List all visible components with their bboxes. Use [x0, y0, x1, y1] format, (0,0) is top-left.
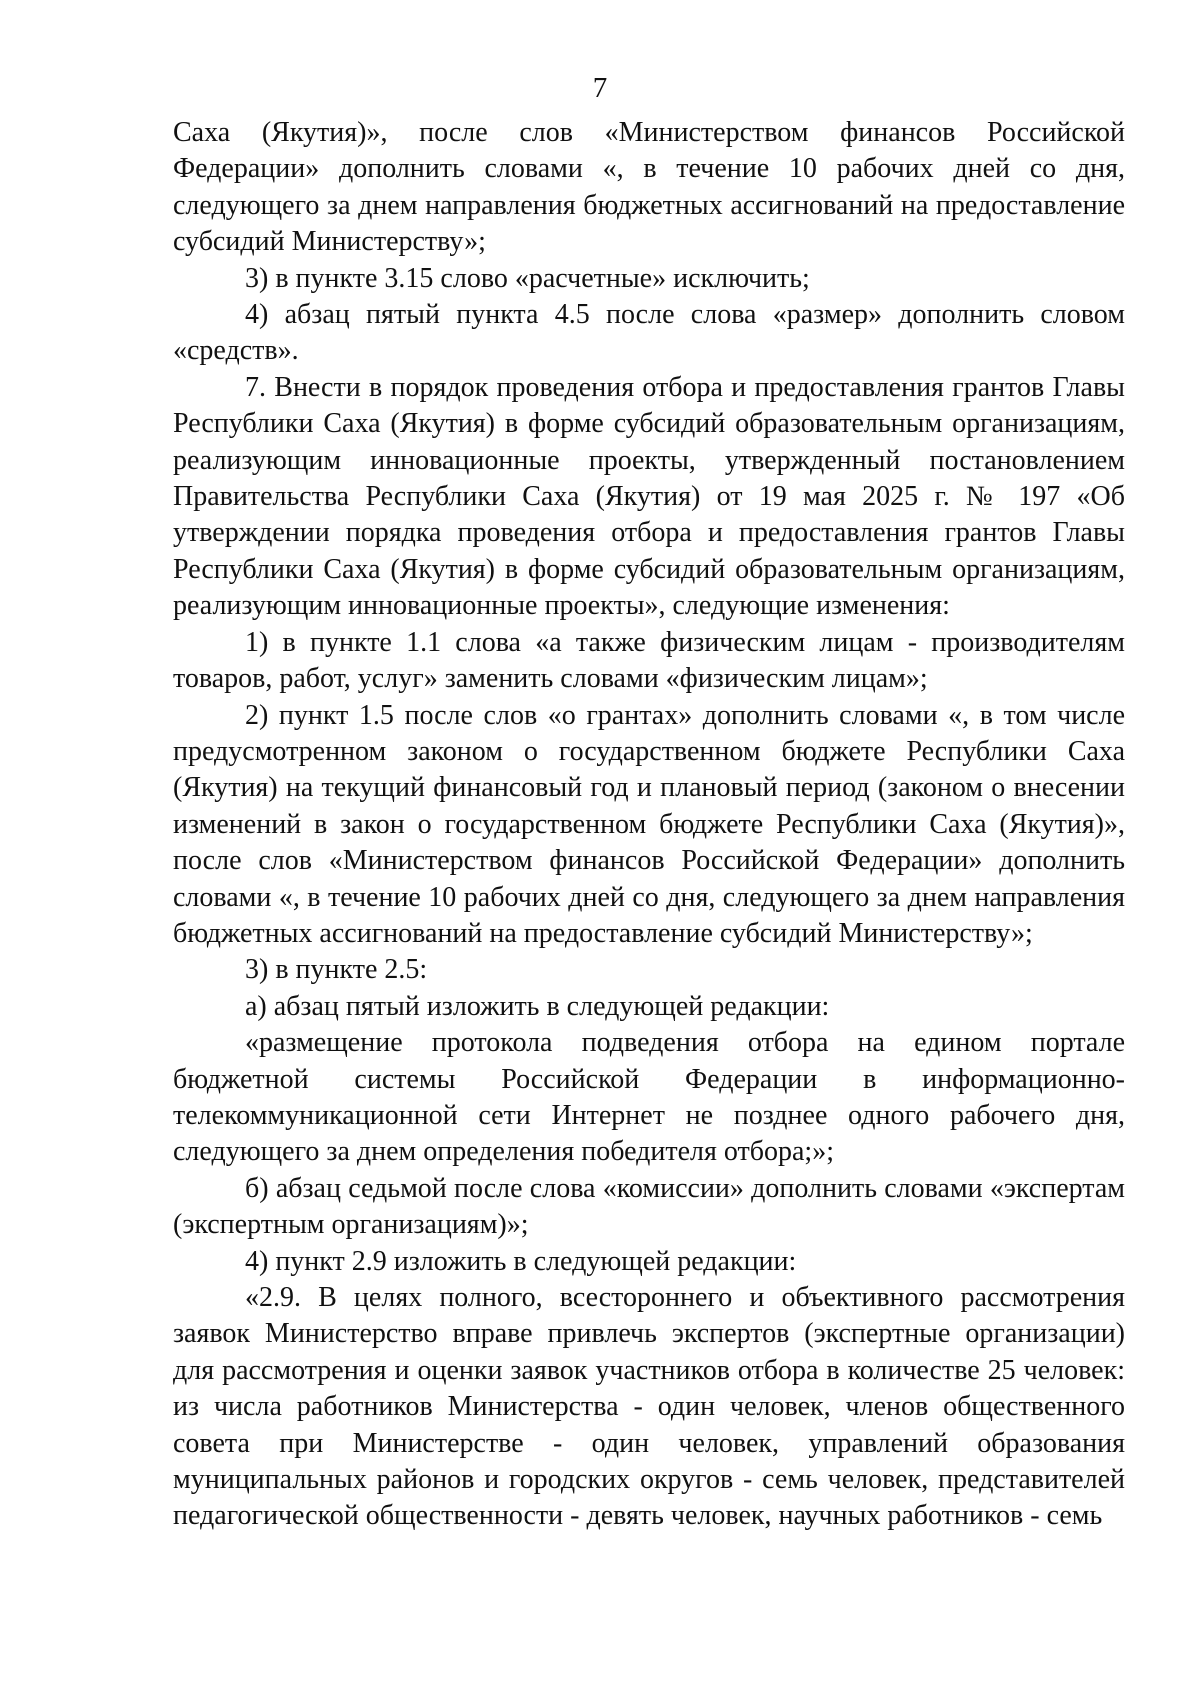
paragraph: 3) в пункте 2.5: [245, 954, 428, 986]
page-number: 7 [592, 72, 608, 104]
paragraph: 4) пункт 2.9 изложить в следующей редакции: [245, 1245, 797, 1277]
paragraph: Саха (Якутия)», после слов «Министерством финансов Российской Федерации» дополнить словами «, в течение 10 рабочих дней со дня, следующего за днем направления бюджетных ассигнований на предоставление субсидий Министерству»; [173, 117, 1125, 258]
paragraph: 7. Внести в порядок проведения отбора и предоставления грантов Главы Республики Саха (Якутия) в форме субсидий образовательным организациям, реализующим инновационные проекты, утвержденный постановлением Правительства Республики Саха (Якутия) от 19 мая 2025 г. № 197 «Об утверждении порядка проведения отбора и предоставления грантов Главы Республики Саха (Якутия) в форме субсидий образовательным организациям, реализующим инновационные проекты», следующие изменения: [173, 371, 1125, 622]
paragraph: а) абзац пятый изложить в следующей редакции: [245, 990, 830, 1022]
paragraph: «размещение протокола подведения отбора на едином портале бюджетной системы Российской Федерации в информационно-телекоммуникационной сети Интернет не позднее одного рабочего дня, следующего за днем определения победителя отбора;»; [173, 1027, 1125, 1168]
paragraph: 1) в пункте 1.1 слова «а также физическим лицам - производителям товаров, работ, услуг» заменить словами «физическим лицам»; [173, 626, 1125, 695]
paragraph: 4) абзац пятый пункта 4.5 после слова «размер» дополнить словом «средств». [173, 299, 1125, 367]
paragraph: 2) пункт 1.5 после слов «о грантах» дополнить словами «, в том числе предусмотренном законом о государственном бюджете Республики Саха (Якутия) на текущий финансовый год и плановый период (законом о внесении изменений в закон о государственном бюджете Республики Саха (Якутия)», после слов «Министерством финансов Российской Федерации» дополнить словами «, в течение 10 рабочих дней со дня, следующего за днем направления бюджетных ассигнований на предоставление субсидий Министерству»; [173, 699, 1125, 949]
paragraph: «2.9. В целях полного, всестороннего и объективного рассмотрения заявок Министерство вправе привлечь экспертов (экспертные организации) для рассмотрения и оценки заявок участников отбора в количестве 25 человек: из числа работников Министерства - один человек, членов общественного совета при Министерстве - один человек, управлений образования муниципальных районов и городских округов - семь человек, представителей педагогической общественности - девять человек, научных работников - семь [173, 1282, 1125, 1532]
paragraph: 3) в пункте 3.15 слово «расчетные» исключить; [245, 262, 810, 294]
paragraph: б) абзац седьмой после слова «комиссии» дополнить словами «экспертам (экспертным организациям)»; [173, 1172, 1125, 1241]
document-body [173, 115, 1125, 1535]
